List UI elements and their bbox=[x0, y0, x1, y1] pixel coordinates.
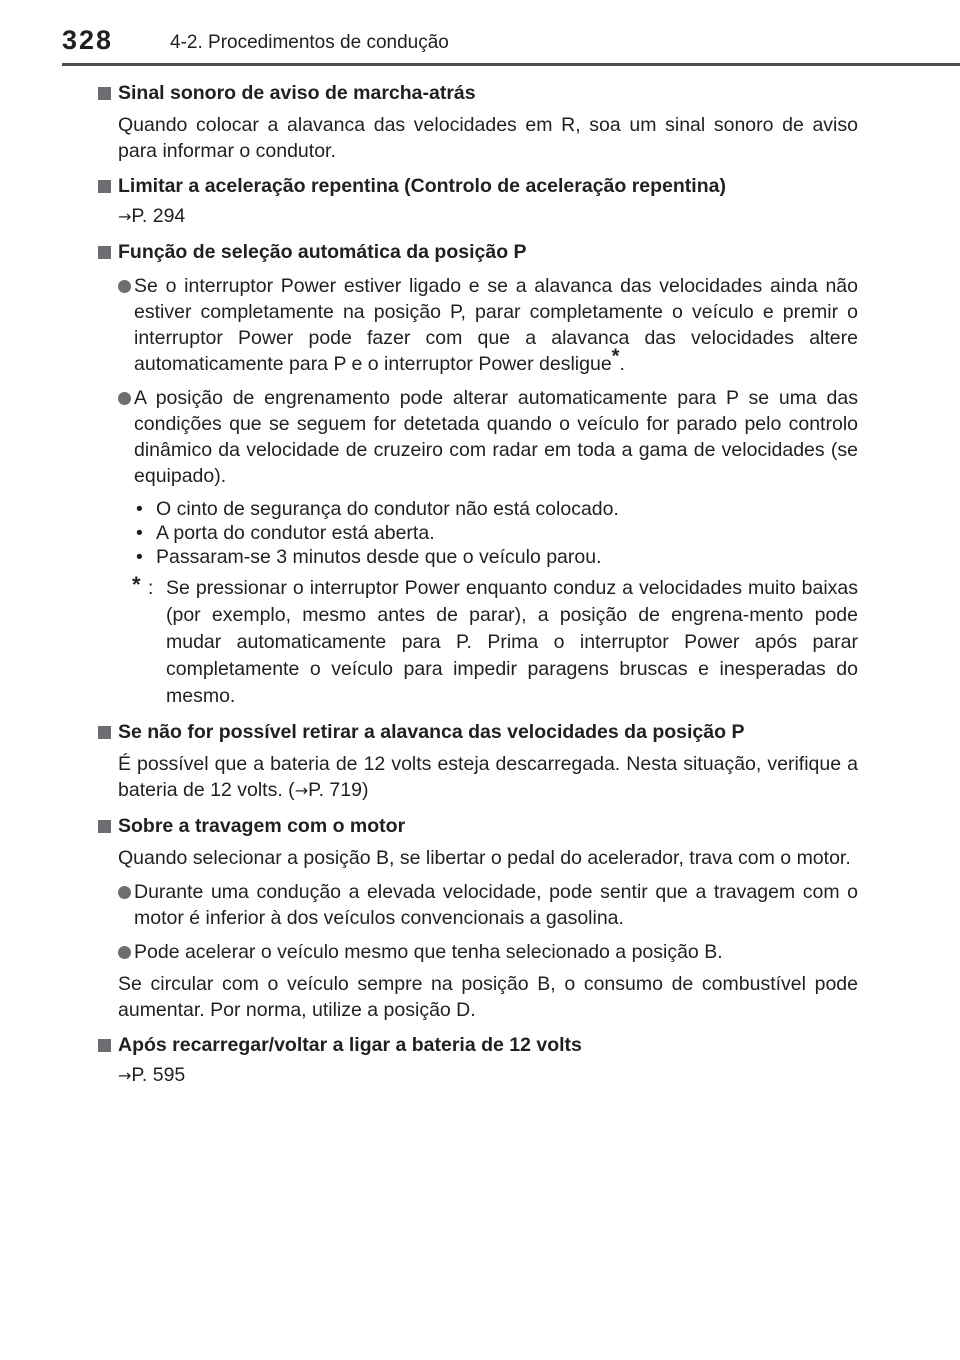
section-heading: Após recarregar/voltar a ligar a bateria de 12 volts bbox=[118, 1034, 582, 1056]
square-bullet-icon bbox=[98, 820, 111, 833]
section-heading: Limitar a aceleração repentina (Controlo de aceleração repentina) bbox=[118, 175, 726, 197]
footnote-text: Se pressionar o interruptor Power enquanto conduz a velocidades muito baixas (por exemplo, mesmo antes de parar), a posição de engrena-mento pode mudar automaticamente para P. Prima o interruptor Power após parar completamente o veículo para impedir paragens bruscas e inesperadas do mesmo. bbox=[166, 577, 858, 707]
footnote-star: * bbox=[132, 572, 141, 597]
paragraph: Se circular com o veículo sempre na posição B, o consumo de combustível pode aumentar. Por norma, utilize a posição D. bbox=[118, 973, 858, 1021]
section-after-recharge bbox=[96, 1032, 858, 1089]
reference-text: P. 294 bbox=[131, 205, 186, 227]
page-reference bbox=[118, 203, 858, 230]
page-content bbox=[96, 76, 858, 1089]
list-item bbox=[118, 939, 858, 965]
condition-item bbox=[134, 497, 858, 521]
footnote-colon: : bbox=[148, 577, 154, 599]
list-item bbox=[118, 273, 858, 377]
section-heading: Função de seleção automática da posição P bbox=[118, 241, 527, 263]
section-heading: Sobre a travagem com o motor bbox=[118, 815, 406, 837]
reference-text: P. 595 bbox=[131, 1064, 186, 1086]
section-heading: Se não for possível retirar a alavanca das velocidades da posição P bbox=[118, 721, 745, 743]
section-engine-braking bbox=[96, 813, 858, 1023]
condition-text: A porta do condutor está aberta. bbox=[156, 522, 435, 544]
list-item-text: Se o interruptor Power estiver ligado e se a alavanca das velocidades ainda não estiver completamente na posição P, parar completamente o veículo e premir o interruptor Power pode fazer com que a alavanca das velocidades altere automaticamente para P e o interruptor Power desligue bbox=[134, 275, 858, 375]
square-bullet-icon bbox=[98, 1039, 111, 1052]
condition-text: Passaram-se 3 minutos desde que o veículo parou. bbox=[156, 546, 602, 568]
paragraph: Quando selecionar a posição B, se libertar o pedal do acelerador, trava com o motor. bbox=[118, 847, 851, 869]
arrow-right-icon: → bbox=[118, 1066, 132, 1085]
arrow-right-icon: → bbox=[118, 207, 132, 226]
dot-bullet-icon: • bbox=[136, 522, 143, 544]
circle-bullet-icon bbox=[118, 392, 131, 405]
section-auto-p-selection bbox=[96, 239, 858, 710]
list-item bbox=[118, 879, 858, 931]
header-divider bbox=[62, 63, 960, 66]
footnote bbox=[132, 572, 858, 710]
circle-bullet-icon bbox=[118, 886, 131, 899]
page-header bbox=[0, 0, 960, 70]
page-number: 328 bbox=[62, 25, 114, 55]
paragraph: Quando colocar a alavanca das velocidades em R, soa um sinal sonoro de aviso para informar o condutor. bbox=[118, 114, 858, 162]
page-reference bbox=[118, 1062, 858, 1089]
conditions-list bbox=[134, 497, 858, 569]
list-item-text: A posição de engrenamento pode alterar automaticamente para P se uma das condições que se seguem for detetada quando o veículo for parado pelo controlo dinâmico da velocidade de cruzeiro com radar em toda a gama de velocidades (se equipado). bbox=[134, 387, 858, 487]
square-bullet-icon bbox=[98, 87, 111, 100]
list-item-text: Pode acelerar o veículo mesmo que tenha selecionado a posição B. bbox=[134, 941, 723, 963]
dot-bullet-icon: • bbox=[136, 546, 143, 568]
section-title: 4-2. Procedimentos de condução bbox=[170, 32, 449, 53]
paragraph bbox=[118, 751, 858, 804]
square-bullet-icon bbox=[98, 726, 111, 739]
circle-bullet-icon bbox=[118, 946, 131, 959]
condition-text: O cinto de segurança do condutor não está colocado. bbox=[156, 498, 619, 520]
section-lever-stuck-in-p bbox=[96, 719, 858, 804]
list-item-end: . bbox=[619, 353, 625, 375]
footnote-star: * bbox=[611, 345, 620, 368]
section-reverse-buzzer bbox=[96, 80, 858, 164]
list-item bbox=[118, 385, 858, 489]
condition-item bbox=[134, 521, 858, 545]
section-heading: Sinal sonoro de aviso de marcha-atrás bbox=[118, 82, 476, 104]
arrow-right-icon: → bbox=[294, 781, 309, 800]
reference-text: P. 719) bbox=[308, 779, 369, 801]
square-bullet-icon bbox=[98, 246, 111, 259]
section-sudden-acceleration bbox=[96, 173, 858, 230]
dot-bullet-icon: • bbox=[136, 498, 143, 520]
circle-bullet-icon bbox=[118, 280, 131, 293]
square-bullet-icon bbox=[98, 180, 111, 193]
condition-item bbox=[134, 545, 858, 569]
list-item-text: Durante uma condução a elevada velocidade, pode sentir que a travagem com o motor é inferior à dos veículos convencionais a gasolina. bbox=[134, 881, 858, 929]
paragraph-text: É possível que a bateria de 12 volts esteja descarregada. Nesta situação, verifique a bateria de 12 volts. ( bbox=[118, 753, 858, 801]
